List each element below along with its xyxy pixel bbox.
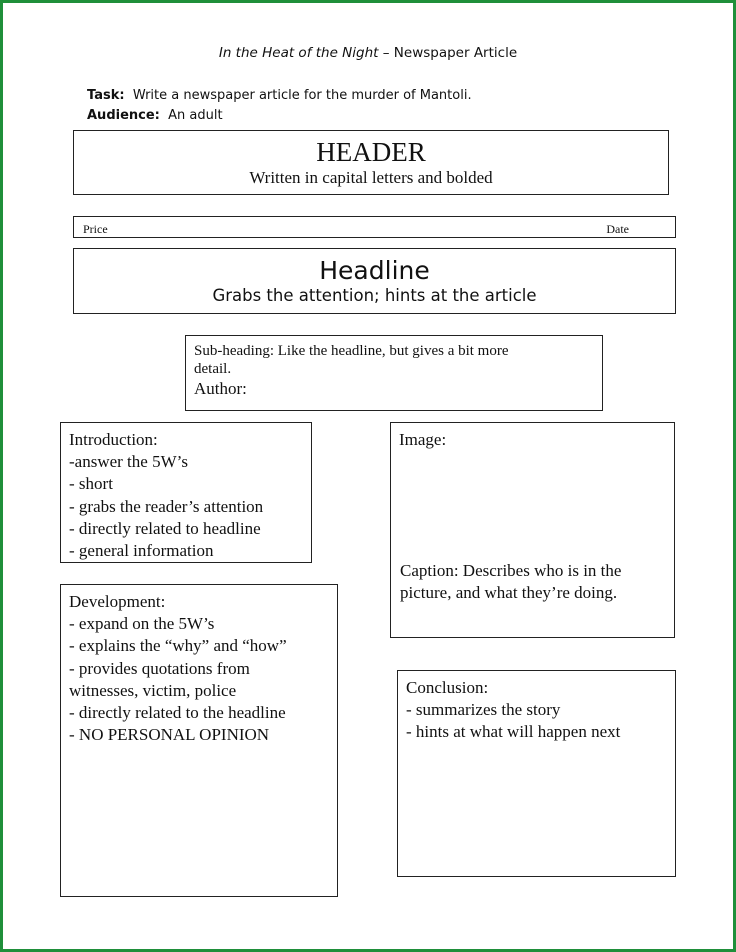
list-item: - NO PERSONAL OPINION [69, 725, 270, 745]
subheading-line-2: detail. [194, 361, 232, 377]
image-heading: Image: [399, 430, 447, 449]
conclusion-box [397, 670, 676, 877]
price-date-bar [73, 216, 676, 238]
conclusion-heading: Conclusion: [406, 678, 489, 697]
header-box [73, 130, 669, 195]
image-caption [400, 560, 668, 604]
list-item: - explains the “why” and “how” [69, 636, 287, 656]
list-item: - general information [69, 541, 214, 561]
subheading-box [185, 335, 603, 411]
title-italic: In the Heat of the Night [218, 45, 379, 61]
list-item: -answer the 5W’s [69, 452, 188, 472]
development-heading: Development: [69, 592, 166, 611]
page-title [0, 45, 736, 61]
author-label: Author: [194, 379, 247, 398]
caption-line-2: picture, and what they’re doing. [400, 583, 618, 603]
list-item: - directly related to headline [69, 518, 261, 538]
audience-label: Audience: [87, 108, 160, 123]
list-item: - summarizes the story [406, 700, 561, 720]
title-rest: – Newspaper Article [378, 45, 518, 61]
task-text: Write a newspaper article for the murder of Mantoli. [132, 88, 472, 103]
task-block [87, 86, 472, 126]
headline-title: Headline [319, 256, 430, 285]
introduction-heading: Introduction: [69, 430, 158, 449]
introduction-box [60, 422, 312, 563]
list-item: - expand on the 5W’s [69, 614, 215, 634]
header-title: HEADER [316, 137, 426, 167]
headline-box [73, 248, 676, 314]
list-item: - directly related to the headline [69, 703, 286, 723]
task-label: Task: [87, 88, 125, 103]
audience-line [87, 106, 472, 126]
task-line [87, 86, 472, 106]
audience-text: An adult [168, 108, 223, 123]
date-label: Date [606, 222, 629, 236]
header-subtitle: Written in capital letters and bolded [249, 168, 493, 187]
price-label: Price [83, 222, 108, 236]
headline-subtitle: Grabs the attention; hints at the article [212, 286, 537, 305]
list-item: - provides quotations from [69, 658, 250, 678]
list-item: - grabs the reader’s attention [69, 496, 264, 516]
subheading-line-1: Sub-heading: Like the headline, but gives a bit more [194, 343, 509, 359]
list-item: - hints at what will happen next [406, 722, 621, 742]
caption-line-1: Caption: Describes who is in the [400, 561, 622, 580]
development-box [60, 584, 338, 897]
list-item: - short [69, 474, 113, 494]
image-box [390, 422, 675, 638]
list-item: witnesses, victim, police [69, 680, 237, 700]
